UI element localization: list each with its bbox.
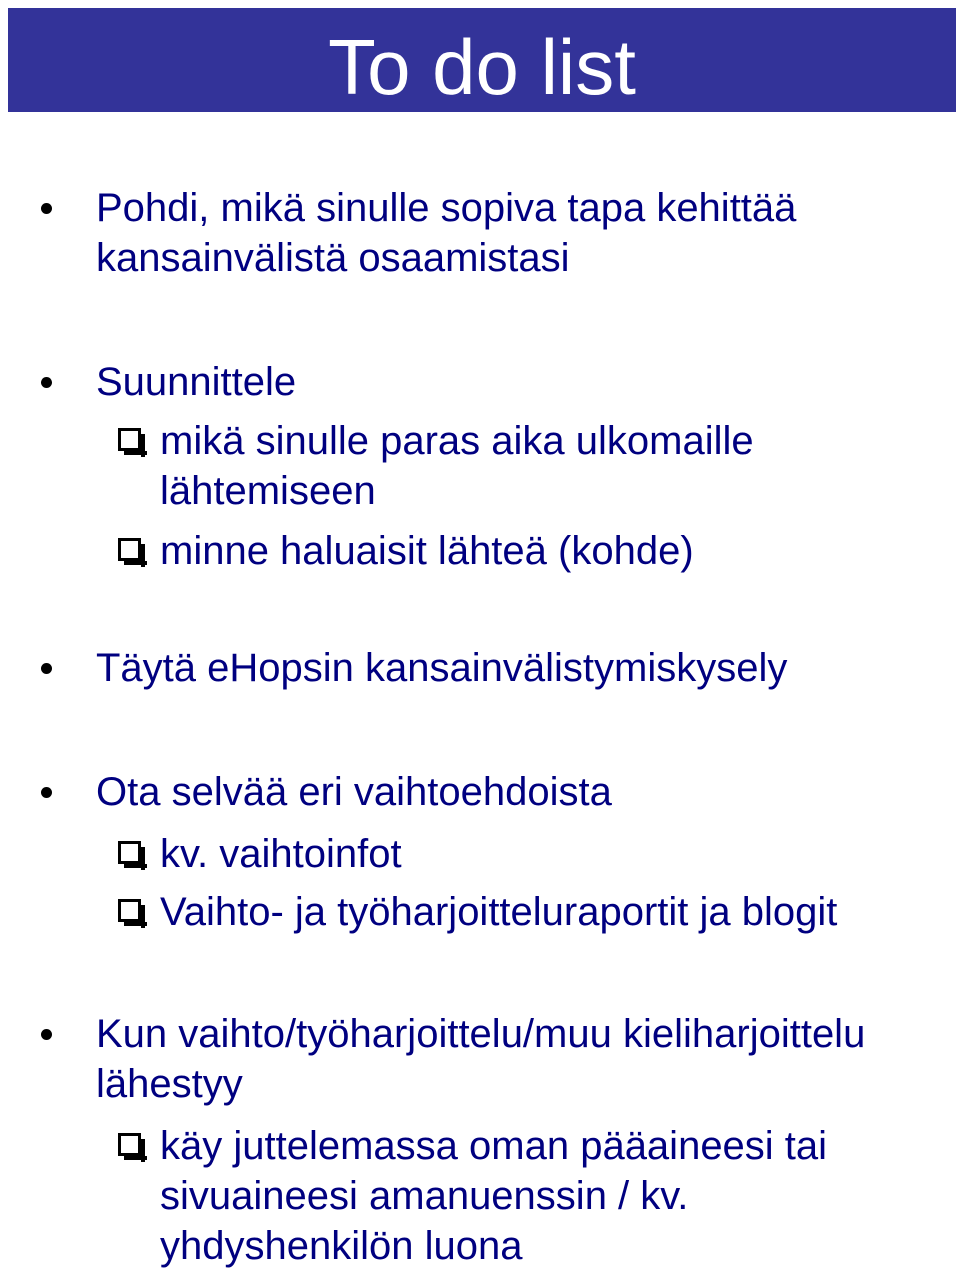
sub-list-item-text: Vaihto- ja työharjoitteluraportit ja blogit [160, 890, 838, 934]
list-item-text: Suunnittele [96, 360, 297, 404]
bullet-icon [41, 787, 52, 798]
list-item [96, 357, 946, 407]
checkbox-icon [118, 899, 141, 922]
sub-list-item [160, 887, 940, 937]
bullet-icon [41, 377, 52, 388]
checkbox-icon [118, 1133, 141, 1156]
list-item-text: Pohdi, mikä sinulle sopiva tapa kehittää kansainvälistä osaamistasi [96, 186, 797, 280]
list-item [96, 767, 946, 817]
bullet-icon [41, 663, 52, 674]
list-item [96, 183, 946, 283]
sub-list-item-text: kv. vaihtoinfot [160, 832, 402, 876]
bullet-icon [41, 1029, 52, 1040]
sub-list-item [160, 1121, 940, 1271]
list-item [96, 643, 946, 693]
list-item-text: Kun vaihto/työharjoittelu/muu kieliharjoittelu lähestyy [96, 1012, 866, 1106]
checkbox-icon [118, 841, 141, 864]
checkbox-icon [118, 538, 141, 561]
title-bar [8, 8, 956, 112]
sub-list-item [160, 526, 940, 576]
list-item-text: Täytä eHopsin kansainvälistymiskysely [96, 646, 788, 690]
page-title: To do list [328, 23, 636, 111]
sub-list-item-text: mikä sinulle paras aika ulkomaille lähtemiseen [160, 419, 754, 513]
sub-list-item [160, 416, 940, 516]
sub-list-item-text: minne haluaisit lähteä (kohde) [160, 529, 694, 573]
list-item-text: Ota selvää eri vaihtoehdoista [96, 770, 612, 814]
list-item [96, 1009, 946, 1109]
sub-list-item-text: käy juttelemassa oman pääaineesi tai sivuaineesi amanuenssin / kv. yhdyshenkilön luona [160, 1124, 828, 1268]
checkbox-icon [118, 428, 141, 451]
bullet-icon [41, 203, 52, 214]
sub-list-item [160, 829, 940, 879]
